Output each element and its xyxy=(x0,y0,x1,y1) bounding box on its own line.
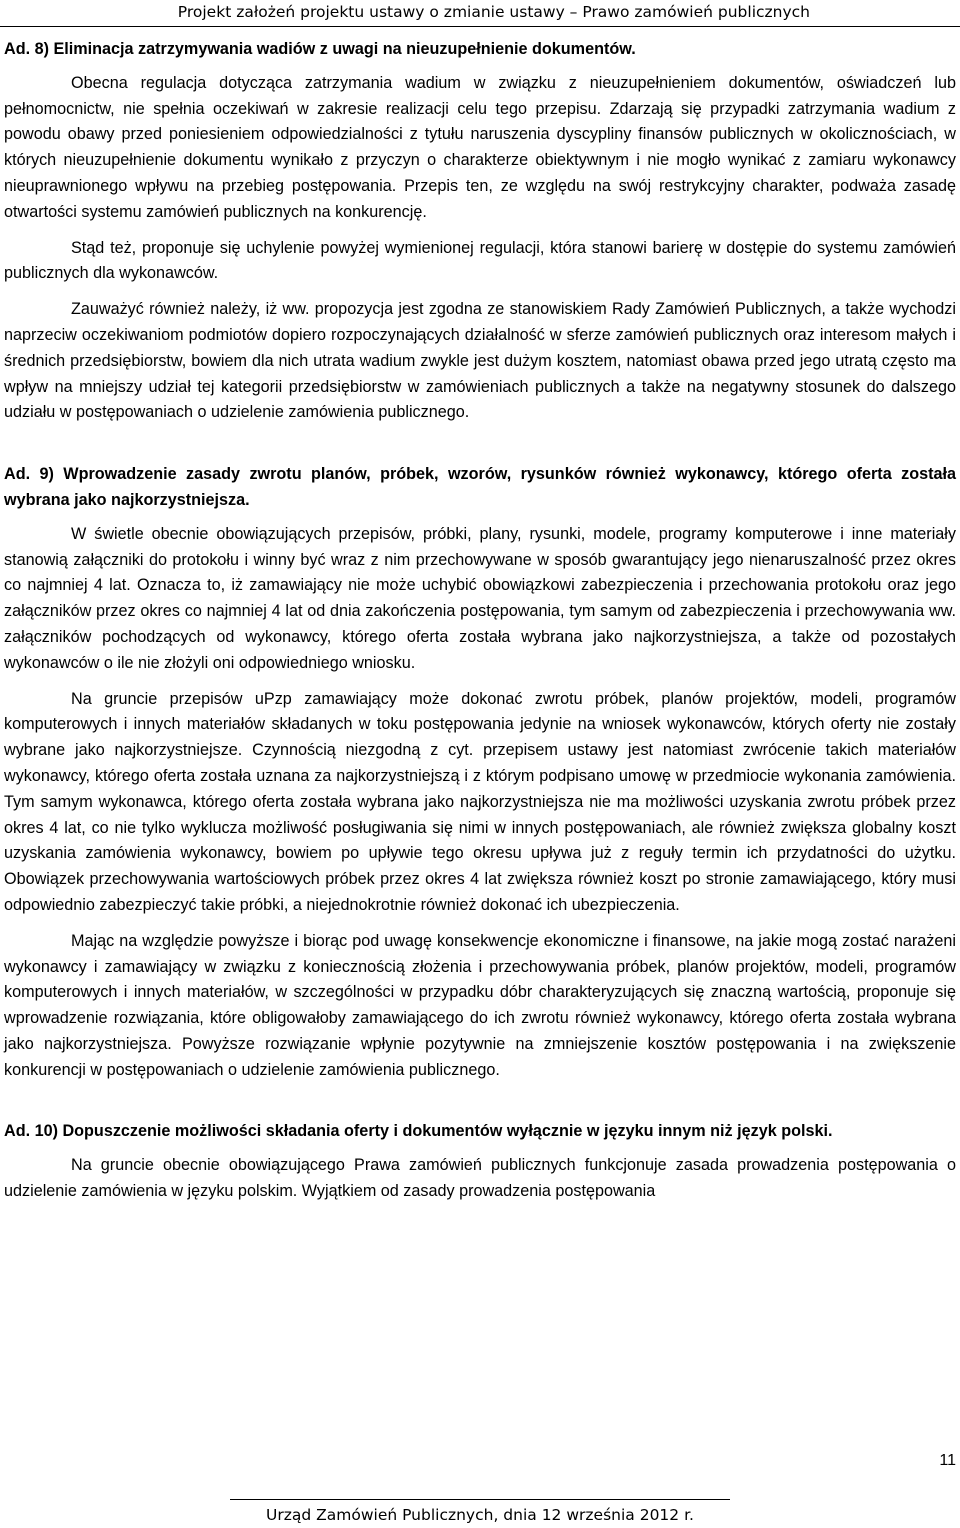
section-heading-ad9: Ad. 9) Wprowadzenie zasady zwrotu planów, próbek, wzorów, rysunków również wykonawcy, którego oferta została wybrana jako najkorzystniejsza. xyxy=(4,465,956,509)
footer-text: Urząd Zamówień Publicznych, dnia 12 września 2012 r. xyxy=(266,1506,694,1524)
header-title: Projekt założeń projektu ustawy o zmianie ustawy – Prawo zamówień publicznych xyxy=(177,3,810,21)
ad9-paragraph-2: Na gruncie przepisów uPzp zamawiający może dokonać zwrotu próbek, planów projektów, modeli, programów komputerowych i innych materiałów składanych w toku postępowania jedynie na wniosek wykonawców, których oferty nie zostały wybrane jako najkorzystniejsze. Czynnością niezgodną z cyt. przepisem ustawy jest natomiast zwrócenie takich materiałów wykonawcy, którego oferta została uznana za najkorzystniejszą i z którym podpisano umowę w przedmiocie wykonania zamówienia. Tym samym wykonawca, którego oferta została wybrana jako najkorzystniejsza nie ma możliwości uzyskania zwrotu próbek przez okres 4 lat, co nie tylko wyklucza możliwość posługiwania się nimi w innych postępowaniach, ale również zwiększa globalny koszt uzyskania zamówienia wykonawcy, bowiem po upływie tego okresu upływa już z reguły termin ich przydatności do użytku. Obowiązek przechowywania wartościowych próbek przez okres 4 lat zwiększa również koszt po stronie zamawiającego, który musi odpowiednio zabezpieczyć takie próbki, a niejednokrotnie również dokonać ich ubezpieczenia. xyxy=(4,689,956,914)
ad8-paragraph-1: Obecna regulacja dotycząca zatrzymania wadium w związku z nieuzupełnieniem dokumentów, oświadczeń lub pełnomocnictw, nie spełnia oczekiwań w zakresie realizacji celu tego przepisu. Zdarzają się przypadki zatrzymania wadium z powodu obawy przed poniesieniem odpowiedzialności z tytułu naruszenia dyscypliny finansów publicznych w okolicznościach, w których nieuzupełnienie dokumentu wynikało z przyczyn o charakterze obiektywnym i nie mogło wynikać z zamiaru wykonawcy nieuprawnionego wpływu na przebieg postępowania. Przepis ten, ze względu na swój restrykcyjny charakter, podważa zasadę otwartości systemu zamówień publicznych na konkurencję. xyxy=(4,73,956,221)
page-footer xyxy=(0,1504,960,1526)
page-number: 11 xyxy=(939,1452,956,1469)
ad9-paragraph-1: W świetle obecnie obowiązujących przepisów, próbki, plany, rysunki, modele, programy komputerowe i inne materiały stanowią załączniki do protokołu i winny być wraz z nim przechowywane w sposób gwarantujący jego nienaruszalność przez okres co najmniej 4 lat. Oznacza to, iż zamawiający nie może uchybić obowiązkowi zabezpieczenia i przechowania protokołu oraz jego załączników przez okres co najmniej 4 lat od dnia zakończenia postępowania, tym samym od zabezpieczenia i przechowywania ww. załączników pochodzących od wykonawcy, którego oferta została wybrana jako najkorzystniejsza, a także od pozostałych wykonawców o ile nie złożyli oni odpowiedniego wniosku. xyxy=(4,524,956,672)
ad8-paragraph-3: Zauważyć również należy, iż ww. propozycja jest zgodna ze stanowiskiem Rady Zamówień Publicznych, a także wychodzi naprzeciw oczekiwaniom podmiotów dopiero rozpoczynających działalność w sferze zamówień publicznych oraz interesom małych i średnich przedsiębiorstw, bowiem dla nich utrata wadium zwykle jest dużym kosztem, natomiast obawa przed jego utratą często ma wpływ na mniejszy udział tej kategorii przedsiębiorstw w zamówieniach publicznych a także na negatywny stosunek do dalszego udziału w postępowaniach o udzielenie zamówienia publicznego. xyxy=(4,300,956,422)
ad9-paragraph-3: Mając na względzie powyższe i biorąc pod uwagę konsekwencje ekonomiczne i finansowe, na jakie mogą zostać narażeni wykonawcy i zamawiający w związku z koniecznością złożenia i przechowywania próbek, planów projektów, modeli, programów komputerowych i innych materiałów, w szczególności w przypadku dóbr charakteryzujących się znaczną wartością, proponuje się wprowadzenie rozwiązania, które obligowałoby zamawiającego do ich zwrotu również wykonawcy, którego oferta została wybrana jako najkorzystniejsza. Powyższe rozwiązanie wpłynie pozytywnie na zmniejszenie kosztów postępowania i na zwiększenie konkurencji w postępowaniach o udzielenie zamówienia publicznego. xyxy=(4,931,956,1079)
section-heading-ad8: Ad. 8) Eliminacja zatrzymywania wadiów z uwagi na nieuzupełnienie dokumentów. xyxy=(4,40,636,58)
ad10-paragraph-1: Na gruncie obecnie obowiązującego Prawa zamówień publicznych funkcjonuje zasada prowadzenia postępowania o udzielenie zamówienia w języku polskim. Wyjątkiem od zasady prowadzenia postępowania xyxy=(4,1156,956,1201)
document-body xyxy=(4,37,956,1205)
ad8-paragraph-2: Stąd też, proponuje się uchylenie powyżej wymienionej regulacji, która stanowi barierę w dostępie do systemu zamówień publicznych dla wykonawców. xyxy=(4,238,956,283)
page-header xyxy=(0,0,960,28)
header-divider xyxy=(0,26,960,27)
footer-divider xyxy=(230,1499,730,1500)
section-heading-ad10: Ad. 10) Dopuszczenie możliwości składania oferty i dokumentów wyłącznie w języku innym niż język polski. xyxy=(4,1122,833,1141)
